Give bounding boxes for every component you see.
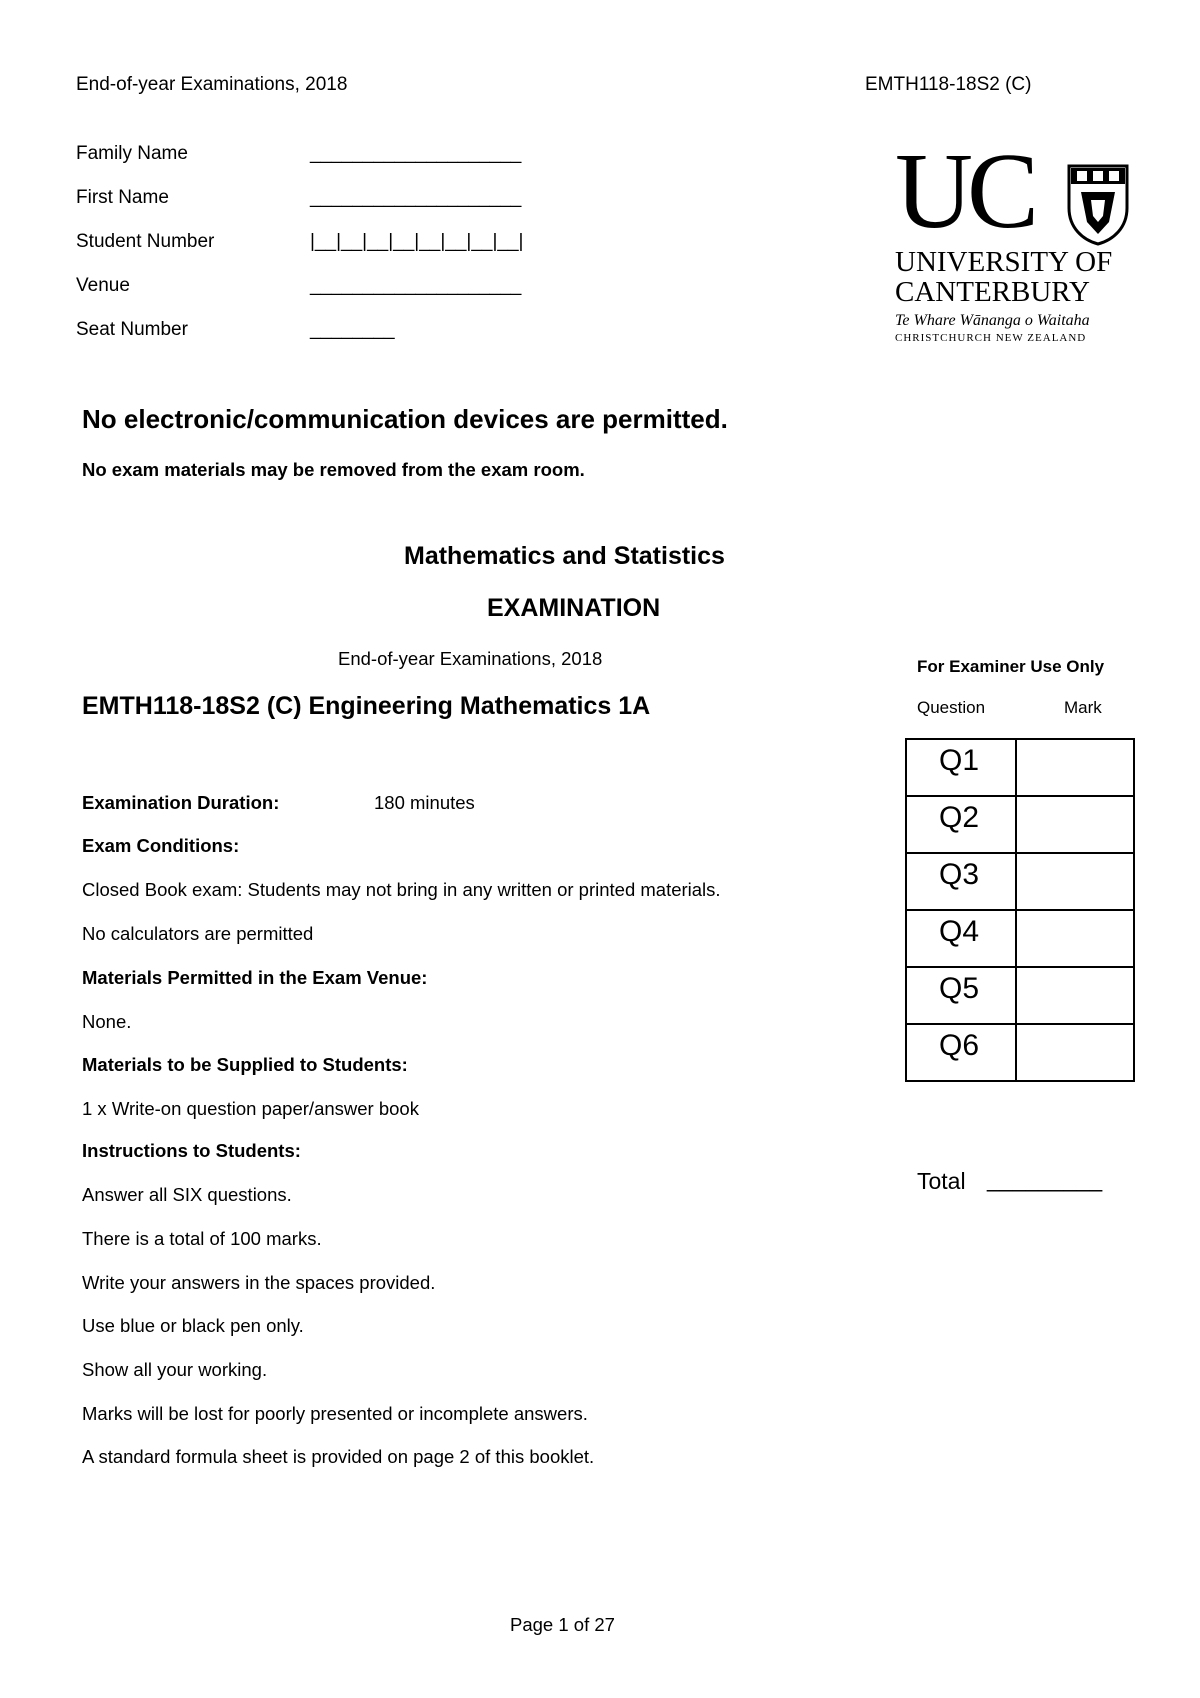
- materials-permitted-text: None.: [82, 1011, 132, 1032]
- crest-icon: [1065, 162, 1131, 246]
- question-cell: Q3: [906, 853, 1016, 910]
- materials-supplied-text: 1 x Write-on question paper/answer book: [82, 1098, 419, 1119]
- conditions-text-2: No calculators are permitted: [82, 923, 314, 944]
- duration-label: Examination Duration:: [82, 792, 280, 813]
- instruction-item: Write your answers in the spaces provided.: [82, 1272, 436, 1293]
- question-cell: Q1: [906, 739, 1016, 796]
- examiner-col-mark: Mark: [1064, 698, 1102, 717]
- mark-cell[interactable]: [1016, 1024, 1134, 1081]
- mark-cell[interactable]: [1016, 910, 1134, 967]
- header-left: End-of-year Examinations, 2018: [76, 74, 348, 95]
- department-title: Mathematics and Statistics: [404, 542, 725, 570]
- question-cell: Q5: [906, 967, 1016, 1024]
- university-logo: [895, 132, 1135, 346]
- total-label: Total: [917, 1168, 966, 1194]
- instruction-item: A standard formula sheet is provided on page 2 of this booklet.: [82, 1446, 595, 1467]
- table-row: [906, 853, 1134, 910]
- instruction-item: Show all your working.: [82, 1359, 268, 1380]
- instructions-label: Instructions to Students:: [82, 1140, 301, 1161]
- examiner-title: For Examiner Use Only: [917, 657, 1105, 676]
- logo-maori: Te Whare Wānanga o Waitaha: [895, 312, 1090, 329]
- table-row: [906, 967, 1134, 1024]
- instruction-item: There is a total of 100 marks.: [82, 1228, 322, 1249]
- logo-letters: UC: [895, 132, 1034, 251]
- first-name-field[interactable]: ____________________: [310, 187, 522, 208]
- logo-location: CHRISTCHURCH NEW ZEALAND: [895, 332, 1087, 344]
- warning-main: No electronic/communication devices are permitted.: [82, 404, 728, 434]
- table-row: [906, 1024, 1134, 1081]
- duration-value: 180 minutes: [374, 792, 475, 813]
- mark-cell[interactable]: [1016, 796, 1134, 853]
- materials-supplied-label: Materials to be Supplied to Students:: [82, 1054, 408, 1075]
- seat-number-label: Seat Number: [76, 319, 188, 340]
- instruction-item: Answer all SIX questions.: [82, 1184, 292, 1205]
- header-right: EMTH118-18S2 (C): [865, 74, 1032, 95]
- mark-cell[interactable]: [1016, 967, 1134, 1024]
- conditions-label: Exam Conditions:: [82, 835, 240, 856]
- table-row: [906, 910, 1134, 967]
- total-field[interactable]: _________: [987, 1166, 1103, 1192]
- examiner-col-question: Question: [917, 698, 986, 717]
- question-cell: Q6: [906, 1024, 1016, 1081]
- mark-cell[interactable]: [1016, 853, 1134, 910]
- table-row: [906, 796, 1134, 853]
- family-name-field[interactable]: ____________________: [310, 143, 522, 164]
- question-cell: Q2: [906, 796, 1016, 853]
- question-cell: Q4: [906, 910, 1016, 967]
- student-number-label: Student Number: [76, 231, 215, 252]
- conditions-text-1: Closed Book exam: Students may not bring in any written or printed materials.: [82, 879, 721, 900]
- examiner-marks-table: [905, 738, 1135, 1082]
- mark-cell[interactable]: [1016, 739, 1134, 796]
- logo-line1: UNIVERSITY OF: [895, 246, 1113, 278]
- exam-type-title: EXAMINATION: [487, 594, 661, 622]
- venue-field[interactable]: ____________________: [310, 275, 522, 296]
- venue-label: Venue: [76, 275, 130, 296]
- instruction-item: Marks will be lost for poorly presented or incomplete answers.: [82, 1403, 588, 1424]
- seat-number-field[interactable]: ________: [310, 319, 395, 340]
- student-number-field[interactable]: |__|__|__|__|__|__|__|__|: [310, 231, 524, 252]
- course-title: EMTH118-18S2 (C) Engineering Mathematics 1A: [82, 692, 651, 720]
- table-row: [906, 739, 1134, 796]
- family-name-label: Family Name: [76, 143, 188, 164]
- materials-permitted-label: Materials Permitted in the Exam Venue:: [82, 967, 428, 988]
- page-number: Page 1 of 27: [510, 1614, 615, 1635]
- logo-line2: CANTERBURY: [895, 276, 1090, 308]
- first-name-label: First Name: [76, 187, 169, 208]
- instruction-item: Use blue or black pen only.: [82, 1315, 304, 1336]
- exam-session: End-of-year Examinations, 2018: [338, 648, 603, 669]
- warning-sub: No exam materials may be removed from the exam room.: [82, 459, 585, 480]
